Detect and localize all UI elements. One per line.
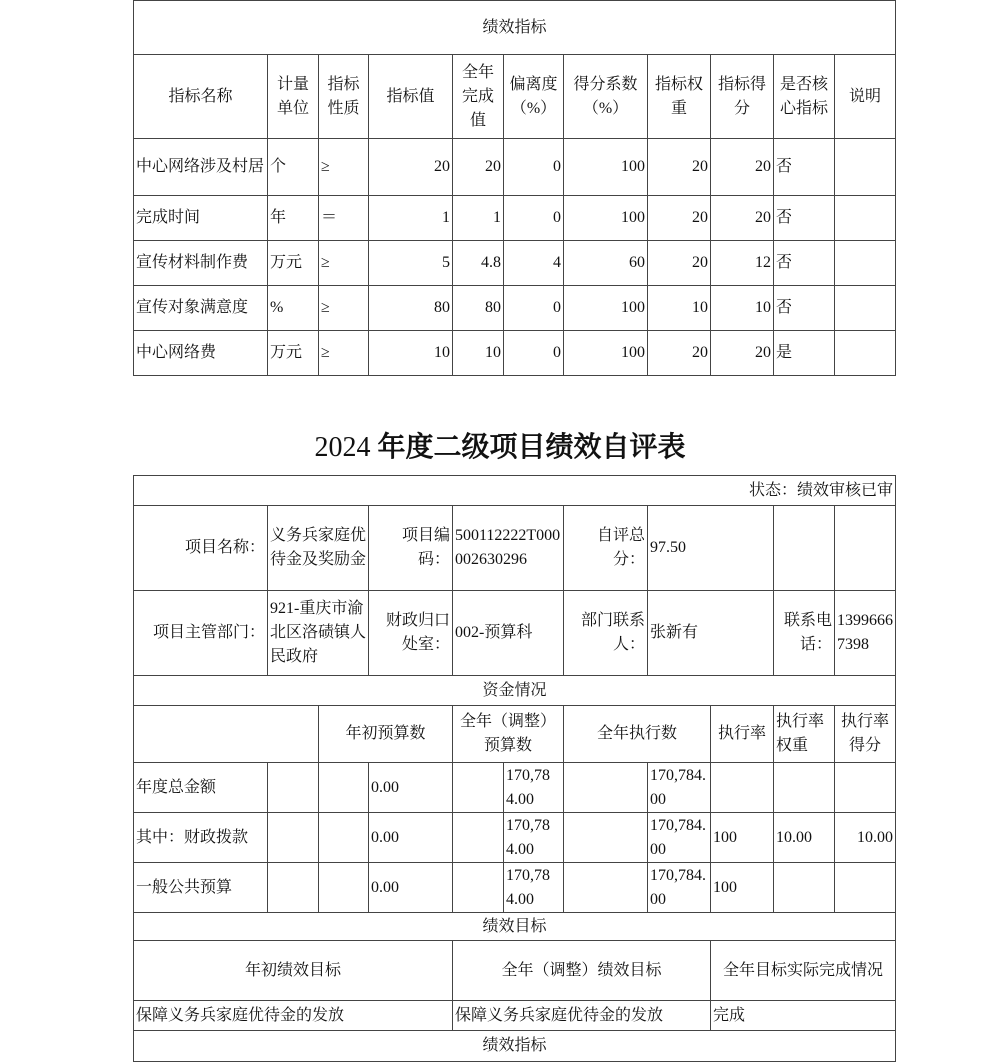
dept-label: 项目主管部门： [134, 591, 268, 676]
adjusted-budget: 170,784.00 [504, 763, 564, 813]
status-text: 状态：绩效审核已审 [134, 476, 896, 506]
empty-cell [774, 506, 835, 591]
table-row [134, 331, 896, 376]
table-cell: 4.8 [453, 241, 504, 286]
empty-cell [268, 863, 319, 913]
column-header: 年初预算数 [319, 706, 453, 763]
executed-amount: 170,784.00 [648, 863, 711, 913]
column-header: 全年目标实际完成情况 [711, 941, 896, 1001]
project-name: 义务兵家庭优待金及奖励金 [268, 506, 369, 591]
table-cell: ≥ [319, 331, 369, 376]
table-cell: 20 [369, 139, 453, 196]
table-cell: 20 [648, 139, 711, 196]
table-cell: ≥ [319, 286, 369, 331]
table-cell: 20 [453, 139, 504, 196]
column-header: 全年完成值 [453, 55, 504, 139]
table-cell: 0 [504, 196, 564, 241]
column-header: 是否核心指标 [774, 55, 835, 139]
page-title [0, 428, 1000, 468]
table-cell: 60 [564, 241, 648, 286]
table-cell: 10 [369, 331, 453, 376]
table-cell: 100 [564, 139, 648, 196]
initial-goal: 保障义务兵家庭优待金的发放 [134, 1001, 453, 1031]
funds-title: 资金情况 [134, 676, 896, 706]
phone: 13996667398 [835, 591, 896, 676]
table-cell: 10 [648, 286, 711, 331]
self-score: 97.50 [648, 506, 774, 591]
rate-score [835, 763, 896, 813]
rate-score [835, 863, 896, 913]
table-cell: 100 [564, 286, 648, 331]
table-cell: 0 [504, 139, 564, 196]
column-header: 指标权重 [648, 55, 711, 139]
column-header: 指标值 [369, 55, 453, 139]
project-name-label: 项目名称： [134, 506, 268, 591]
table-cell: 完成时间 [134, 196, 268, 241]
indicator-table-top [133, 0, 896, 376]
table-cell: 100 [564, 331, 648, 376]
table-cell: 0 [504, 331, 564, 376]
table-cell: 万元 [268, 241, 319, 286]
table-cell: 20 [711, 139, 774, 196]
empty-cell [268, 813, 319, 863]
table-cell: 是 [774, 331, 835, 376]
execution-rate [711, 763, 774, 813]
table-row [134, 286, 896, 331]
rate-weight: 10.00 [774, 813, 835, 863]
rate-weight [774, 863, 835, 913]
table-cell: 10 [711, 286, 774, 331]
column-header: 执行率权重 [774, 706, 835, 763]
phone-label: 联系电话： [774, 591, 835, 676]
finance-office-label: 财政归口处室： [369, 591, 453, 676]
dept: 921-重庆市渝北区洛碛镇人民政府 [268, 591, 369, 676]
table-cell [835, 286, 896, 331]
table-cell: 宣传材料制作费 [134, 241, 268, 286]
goals-row [134, 1001, 896, 1031]
executed-amount: 170,784.00 [648, 763, 711, 813]
empty-cell [564, 763, 648, 813]
executed-amount: 170,784.00 [648, 813, 711, 863]
table-cell: 1 [369, 196, 453, 241]
table-cell [835, 331, 896, 376]
funds-row [134, 763, 896, 813]
column-header: 计量单位 [268, 55, 319, 139]
column-header: 全年执行数 [564, 706, 711, 763]
table-cell: 20 [648, 196, 711, 241]
column-header: 指标得分 [711, 55, 774, 139]
table-row [134, 241, 896, 286]
table-cell: 中心网络涉及村居 [134, 139, 268, 196]
table-cell: 万元 [268, 331, 319, 376]
initial-budget: 0.00 [369, 763, 453, 813]
funds-label: 年度总金额 [134, 763, 268, 813]
finance-office: 002-预算科 [453, 591, 564, 676]
table-cell: 100 [564, 196, 648, 241]
table-cell: 中心网络费 [134, 331, 268, 376]
contact-label: 部门联系人： [564, 591, 648, 676]
table-cell: 20 [711, 196, 774, 241]
table-cell: ≥ [319, 139, 369, 196]
table-cell: 否 [774, 241, 835, 286]
empty-cell [319, 813, 369, 863]
empty-cell [453, 763, 504, 813]
table-cell: 年 [268, 196, 319, 241]
table-cell: ≥ [319, 241, 369, 286]
column-header: 全年（调整）绩效目标 [453, 941, 711, 1001]
column-header: 说明 [835, 55, 896, 139]
table-cell: 1 [453, 196, 504, 241]
empty-cell [564, 863, 648, 913]
table-row [134, 196, 896, 241]
table-cell: 宣传对象满意度 [134, 286, 268, 331]
table-cell: 20 [711, 331, 774, 376]
rate-score: 10.00 [835, 813, 896, 863]
funds-row [134, 813, 896, 863]
table-cell [835, 196, 896, 241]
table-cell: 80 [369, 286, 453, 331]
funds-label: 一般公共预算 [134, 863, 268, 913]
empty-cell [134, 706, 319, 763]
indicators-title: 绩效指标 [134, 1031, 896, 1062]
contact: 张新有 [648, 591, 774, 676]
column-header: 偏离度（%） [504, 55, 564, 139]
self-evaluation-form [133, 475, 896, 1062]
table-cell: 否 [774, 196, 835, 241]
empty-cell [835, 506, 896, 591]
column-header: 全年（调整）预算数 [453, 706, 564, 763]
table-cell [835, 241, 896, 286]
table-cell: ＝ [319, 196, 369, 241]
table-cell: 0 [504, 286, 564, 331]
table-cell: 否 [774, 286, 835, 331]
column-header: 执行率得分 [835, 706, 896, 763]
column-header: 指标性质 [319, 55, 369, 139]
table-cell: 个 [268, 139, 319, 196]
table-cell: 否 [774, 139, 835, 196]
empty-cell [268, 763, 319, 813]
column-header: 得分系数（%） [564, 55, 648, 139]
table-cell: 5 [369, 241, 453, 286]
column-header: 指标名称 [134, 55, 268, 139]
rate-weight [774, 763, 835, 813]
project-code-label: 项目编码： [369, 506, 453, 591]
self-score-label: 自评总分： [564, 506, 648, 591]
execution-rate: 100 [711, 813, 774, 863]
project-code: 500112222T000002630296 [453, 506, 564, 591]
execution-rate: 100 [711, 863, 774, 913]
empty-cell [453, 863, 504, 913]
table-cell: 12 [711, 241, 774, 286]
goals-title: 绩效目标 [134, 913, 896, 941]
empty-cell [453, 813, 504, 863]
title-text: 年度二级项目绩效自评表 [377, 432, 686, 463]
column-header: 年初绩效目标 [134, 941, 453, 1001]
empty-cell [319, 863, 369, 913]
table-row [134, 139, 896, 196]
adjusted-goal: 保障义务兵家庭优待金的发放 [453, 1001, 711, 1031]
title-year: 2024 [314, 432, 371, 463]
table-cell: 10 [453, 331, 504, 376]
table-cell [835, 139, 896, 196]
adjusted-budget: 170,784.00 [504, 863, 564, 913]
empty-cell [564, 813, 648, 863]
goal-completion: 完成 [711, 1001, 896, 1031]
empty-cell [319, 763, 369, 813]
table-cell: 20 [648, 331, 711, 376]
table-cell: 80 [453, 286, 504, 331]
table-cell: 4 [504, 241, 564, 286]
table-header-row [134, 55, 896, 139]
table-cell: 20 [648, 241, 711, 286]
adjusted-budget: 170,784.00 [504, 813, 564, 863]
column-header: 执行率 [711, 706, 774, 763]
initial-budget: 0.00 [369, 813, 453, 863]
section-title: 绩效指标 [134, 1, 896, 55]
funds-row [134, 863, 896, 913]
initial-budget: 0.00 [369, 863, 453, 913]
table-cell: % [268, 286, 319, 331]
funds-label: 其中：财政拨款 [134, 813, 268, 863]
